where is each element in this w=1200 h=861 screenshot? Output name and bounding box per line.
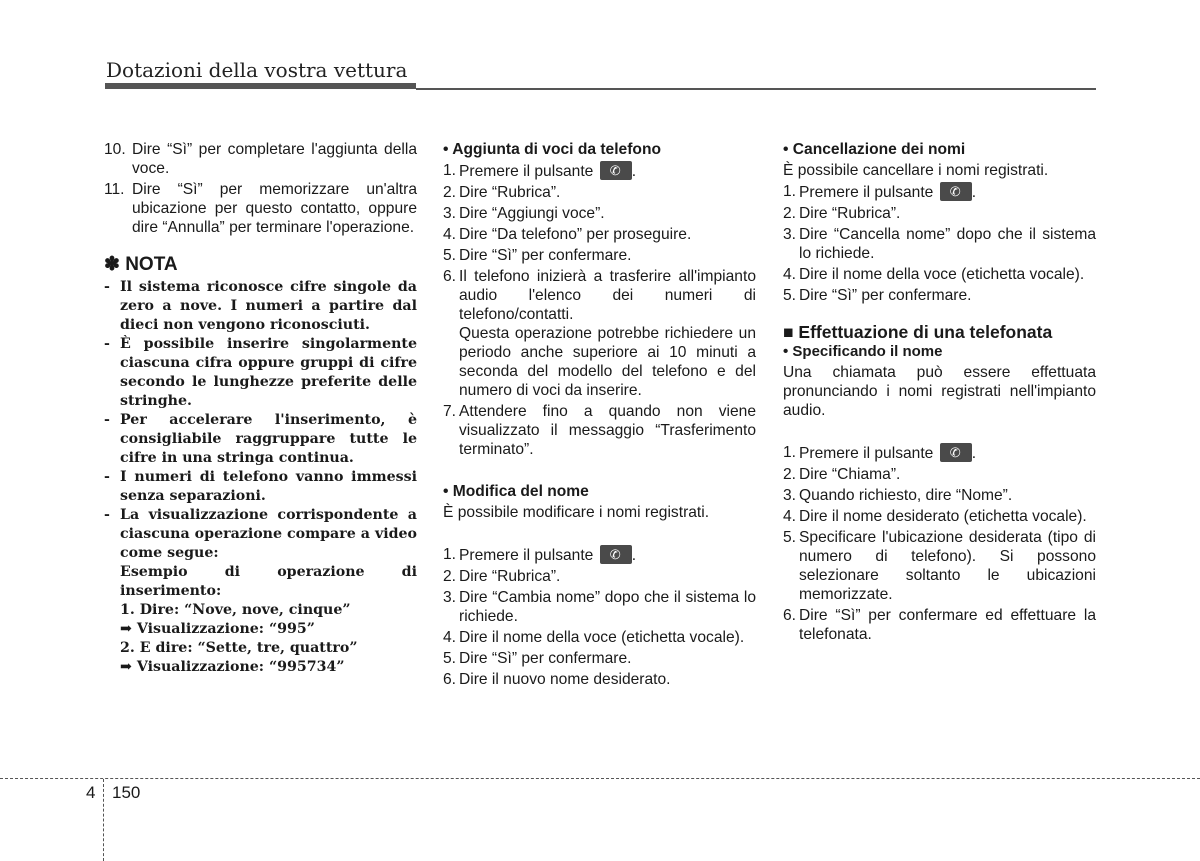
list-item: 2. Dire “Chiama”. xyxy=(783,466,901,483)
section-heading: • Aggiunta di voci da telefono xyxy=(443,141,662,158)
list-item: 7. Attendere fino a quando non viene visualizzato il messaggio “Trasferimento terminato”. xyxy=(443,403,756,458)
list-item: 5. Dire “Sì” per confermare. xyxy=(443,247,632,264)
example-line: 1. Dire: “Nove, nove, cinque” xyxy=(120,602,351,618)
voice-talk-icon: ✆ xyxy=(940,182,972,201)
list-item: 5. Dire “Sì” per confermare. xyxy=(783,287,972,304)
list-item: 3. Dire “Cancella nome” dopo che il sistema lo richiede. xyxy=(783,226,1096,262)
example-line: 2. E dire: “Sette, tre, quattro” xyxy=(120,640,358,656)
page-header-title: Dotazioni della vostra vettura xyxy=(106,58,408,82)
example-line: ➡ Visualizzazione: “995734” xyxy=(120,659,345,675)
list-item: 6. Dire il nuovo nome desiderato. xyxy=(443,671,671,688)
section-title: ■ Effettuazione di una telefonata xyxy=(783,322,1053,342)
section-intro: È possibile modificare i nomi registrati. xyxy=(443,504,710,521)
section-heading: • Modifica del nome xyxy=(443,483,589,500)
example-line: ➡ Visualizzazione: “995” xyxy=(120,621,315,637)
nota-block xyxy=(104,278,417,677)
list-item-continuation: Questa operazione potrebbe richiedere un periodo anche superiore ai 10 minuti a seconda del modello del telefono e del numero di voci da inserire. xyxy=(459,325,756,399)
section-intro: Una chiamata può essere effettuata pronunciando i nomi registrati nell'impianto audio. xyxy=(783,364,1096,419)
example-label: Esempio di operazione di inserimento: xyxy=(120,564,417,599)
section-number: 4 xyxy=(86,783,96,802)
list-item: 1. Premere il pulsante ✆ . xyxy=(783,444,977,462)
page-number: 150 xyxy=(112,783,141,802)
list-item: 1. Premere il pulsante ✆ . xyxy=(783,183,977,201)
voice-talk-icon: ✆ xyxy=(600,161,632,180)
header-rule-thin xyxy=(416,88,1096,90)
list-item: 2. Dire “Rubrica”. xyxy=(783,205,901,222)
list-item: 2. Dire “Rubrica”. xyxy=(443,184,561,201)
nota-item: - La visualizzazione corrispondente a ciascuna operazione compare a video come segue: xyxy=(104,507,417,561)
list-item: 11. Dire “Sì” per memorizzare un'altra ubicazione per questo contatto, oppure dire “Annulla” per terminare l'operazione. xyxy=(104,181,417,236)
voice-talk-icon: ✆ xyxy=(940,443,972,462)
list-item: 3. Dire “Aggiungi voce”. xyxy=(443,205,605,222)
list-item: 2. Dire “Rubrica”. xyxy=(443,568,561,585)
section-heading: • Cancellazione dei nomi xyxy=(783,141,966,158)
list-item: 5. Specificare l'ubicazione desiderata (tipo di numero di telefono). Si possono selezionare soltanto le ubicazioni memorizzate. xyxy=(783,529,1096,603)
nota-item: - È possibile inserire singolarmente ciascuna cifra oppure gruppi di cifre secondo le lunghezze preferite delle stringhe. xyxy=(104,336,417,409)
column-2 xyxy=(443,140,756,689)
list-item: 10. Dire “Sì” per completare l'aggiunta della voce. xyxy=(104,141,417,177)
nota-item: - Il sistema riconosce cifre singole da zero a nove. I numeri a partire dal dieci non vengono riconosciuti. xyxy=(104,279,417,333)
list-item: 5. Dire “Sì” per confermare. xyxy=(443,650,632,667)
voice-talk-icon: ✆ xyxy=(600,545,632,564)
list-item: 3. Dire “Cambia nome” dopo che il sistema lo richiede. xyxy=(443,589,756,625)
list-item: 1. Premere il pulsante ✆ . xyxy=(443,546,637,564)
section-intro: È possibile cancellare i nomi registrati. xyxy=(783,162,1049,179)
nota-title: ✽ NOTA xyxy=(104,254,178,275)
list-item: 4. Dire il nome desiderato (etichetta vocale). xyxy=(783,508,1087,525)
column-1 xyxy=(104,140,417,677)
list-item: 3. Quando richiesto, dire “Nome”. xyxy=(783,487,1013,504)
section-subheading: • Specificando il nome xyxy=(783,343,943,360)
footer-vertical-divider xyxy=(103,779,104,861)
list-item: 1. Premere il pulsante ✆ . xyxy=(443,162,637,180)
nota-item: - I numeri di telefono vanno immessi senza separazioni. xyxy=(104,469,417,504)
nota-item: - Per accelerare l'inserimento, è consigliabile raggruppare tutte le cifre in una stringa continua. xyxy=(104,412,417,466)
footer-divider xyxy=(0,778,1200,779)
list-item: 6. Il telefono inizierà a trasferire all'impianto audio l'elenco dei numeri di telefono/contatti. xyxy=(443,268,756,323)
list-item: 4. Dire il nome della voce (etichetta vocale). xyxy=(443,629,745,646)
header-rule-thick xyxy=(105,83,416,89)
list-item: 4. Dire “Da telefono” per proseguire. xyxy=(443,226,692,243)
column-3 xyxy=(783,140,1096,644)
list-item: 6. Dire “Sì” per confermare ed effettuare la telefonata. xyxy=(783,607,1096,643)
list-item: 4. Dire il nome della voce (etichetta vocale). xyxy=(783,266,1085,283)
